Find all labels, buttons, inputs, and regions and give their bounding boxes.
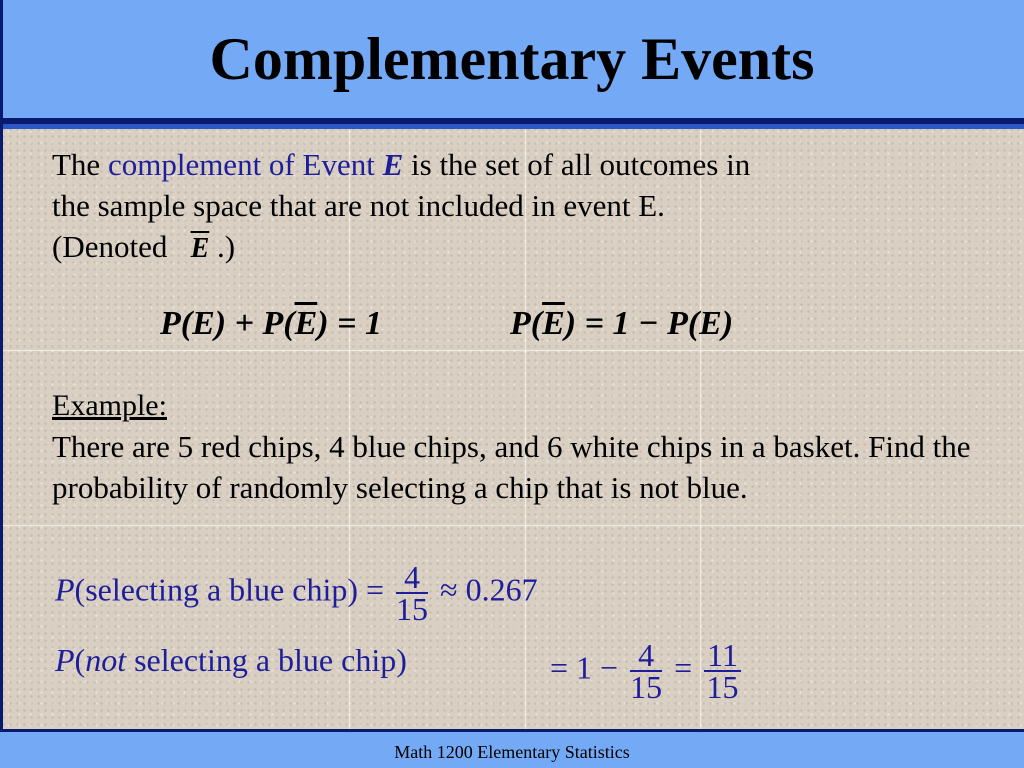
definition-term-var: E (382, 147, 404, 182)
definition-line3-start: (Denoted (52, 229, 176, 264)
definition-paragraph (52, 144, 972, 269)
calc2-numerator2: 11 (704, 640, 741, 672)
calc2-eq: = (674, 649, 693, 686)
formula-sum (160, 302, 382, 346)
calc1-denominator: 15 (396, 591, 429, 627)
definition-line3-end: .) (217, 229, 236, 264)
title-divider-accent (0, 124, 1024, 129)
grid-line (0, 350, 1024, 351)
calc2-p: P (55, 642, 75, 678)
calc1-label: (selecting a blue chip) = (74, 571, 385, 608)
formula-sum-left: P(E) + P( (160, 305, 295, 342)
slide-edge (0, 0, 3, 768)
formula-complement-var: $\overline{E}$ (542, 305, 565, 342)
calc-not-blue-probability (55, 640, 407, 680)
calc2-open: ( (74, 642, 86, 678)
definition-rest: is the set of all outcomes in (403, 147, 751, 182)
grid-line (0, 525, 1024, 526)
calc-blue-probability (55, 559, 538, 627)
formula-sum-complement: $\overline{E}$ (294, 305, 318, 342)
calc1-numerator: 4 (396, 562, 428, 594)
formula-sum-right: ) = 1 (317, 305, 382, 342)
calc2-numerator1: 4 (630, 640, 662, 672)
calc-not-blue-result (550, 637, 745, 705)
definition-line2: the sample space that are not included in event E. (52, 188, 665, 223)
calc2-denominator2: 15 (706, 669, 739, 705)
calc2-fraction1 (630, 637, 663, 705)
definition-lead: The (52, 147, 108, 182)
footer-text: Math 1200 Elementary Statistics (394, 742, 630, 762)
calc1-fraction (396, 559, 429, 627)
slide-title: Complementary Events (209, 26, 815, 92)
example-heading: Example: (52, 389, 167, 422)
calc1-approx: ≈ 0.267 (440, 571, 538, 608)
example-text: There are 5 red chips, 4 blue chips, and 6 white chips in a basket. Find the probability of randomly selecting a chip that is not blue. (52, 429, 971, 505)
calc2-eq-start: = 1 − (550, 649, 619, 686)
formula-complement-left: P( (510, 305, 543, 342)
calc2-fraction2 (704, 637, 741, 705)
formula-complement (510, 302, 733, 346)
calc2-not: not (85, 642, 127, 678)
calc1-p: P (55, 571, 75, 608)
definition-term: complement of Event (107, 147, 383, 182)
calc2-denominator1: 15 (630, 669, 663, 705)
formula-complement-right: ) = 1 − P(E) (564, 305, 734, 342)
complement-symbol: $\overline{E}$ (190, 233, 210, 264)
calc2-label: selecting a blue chip) (126, 642, 407, 678)
